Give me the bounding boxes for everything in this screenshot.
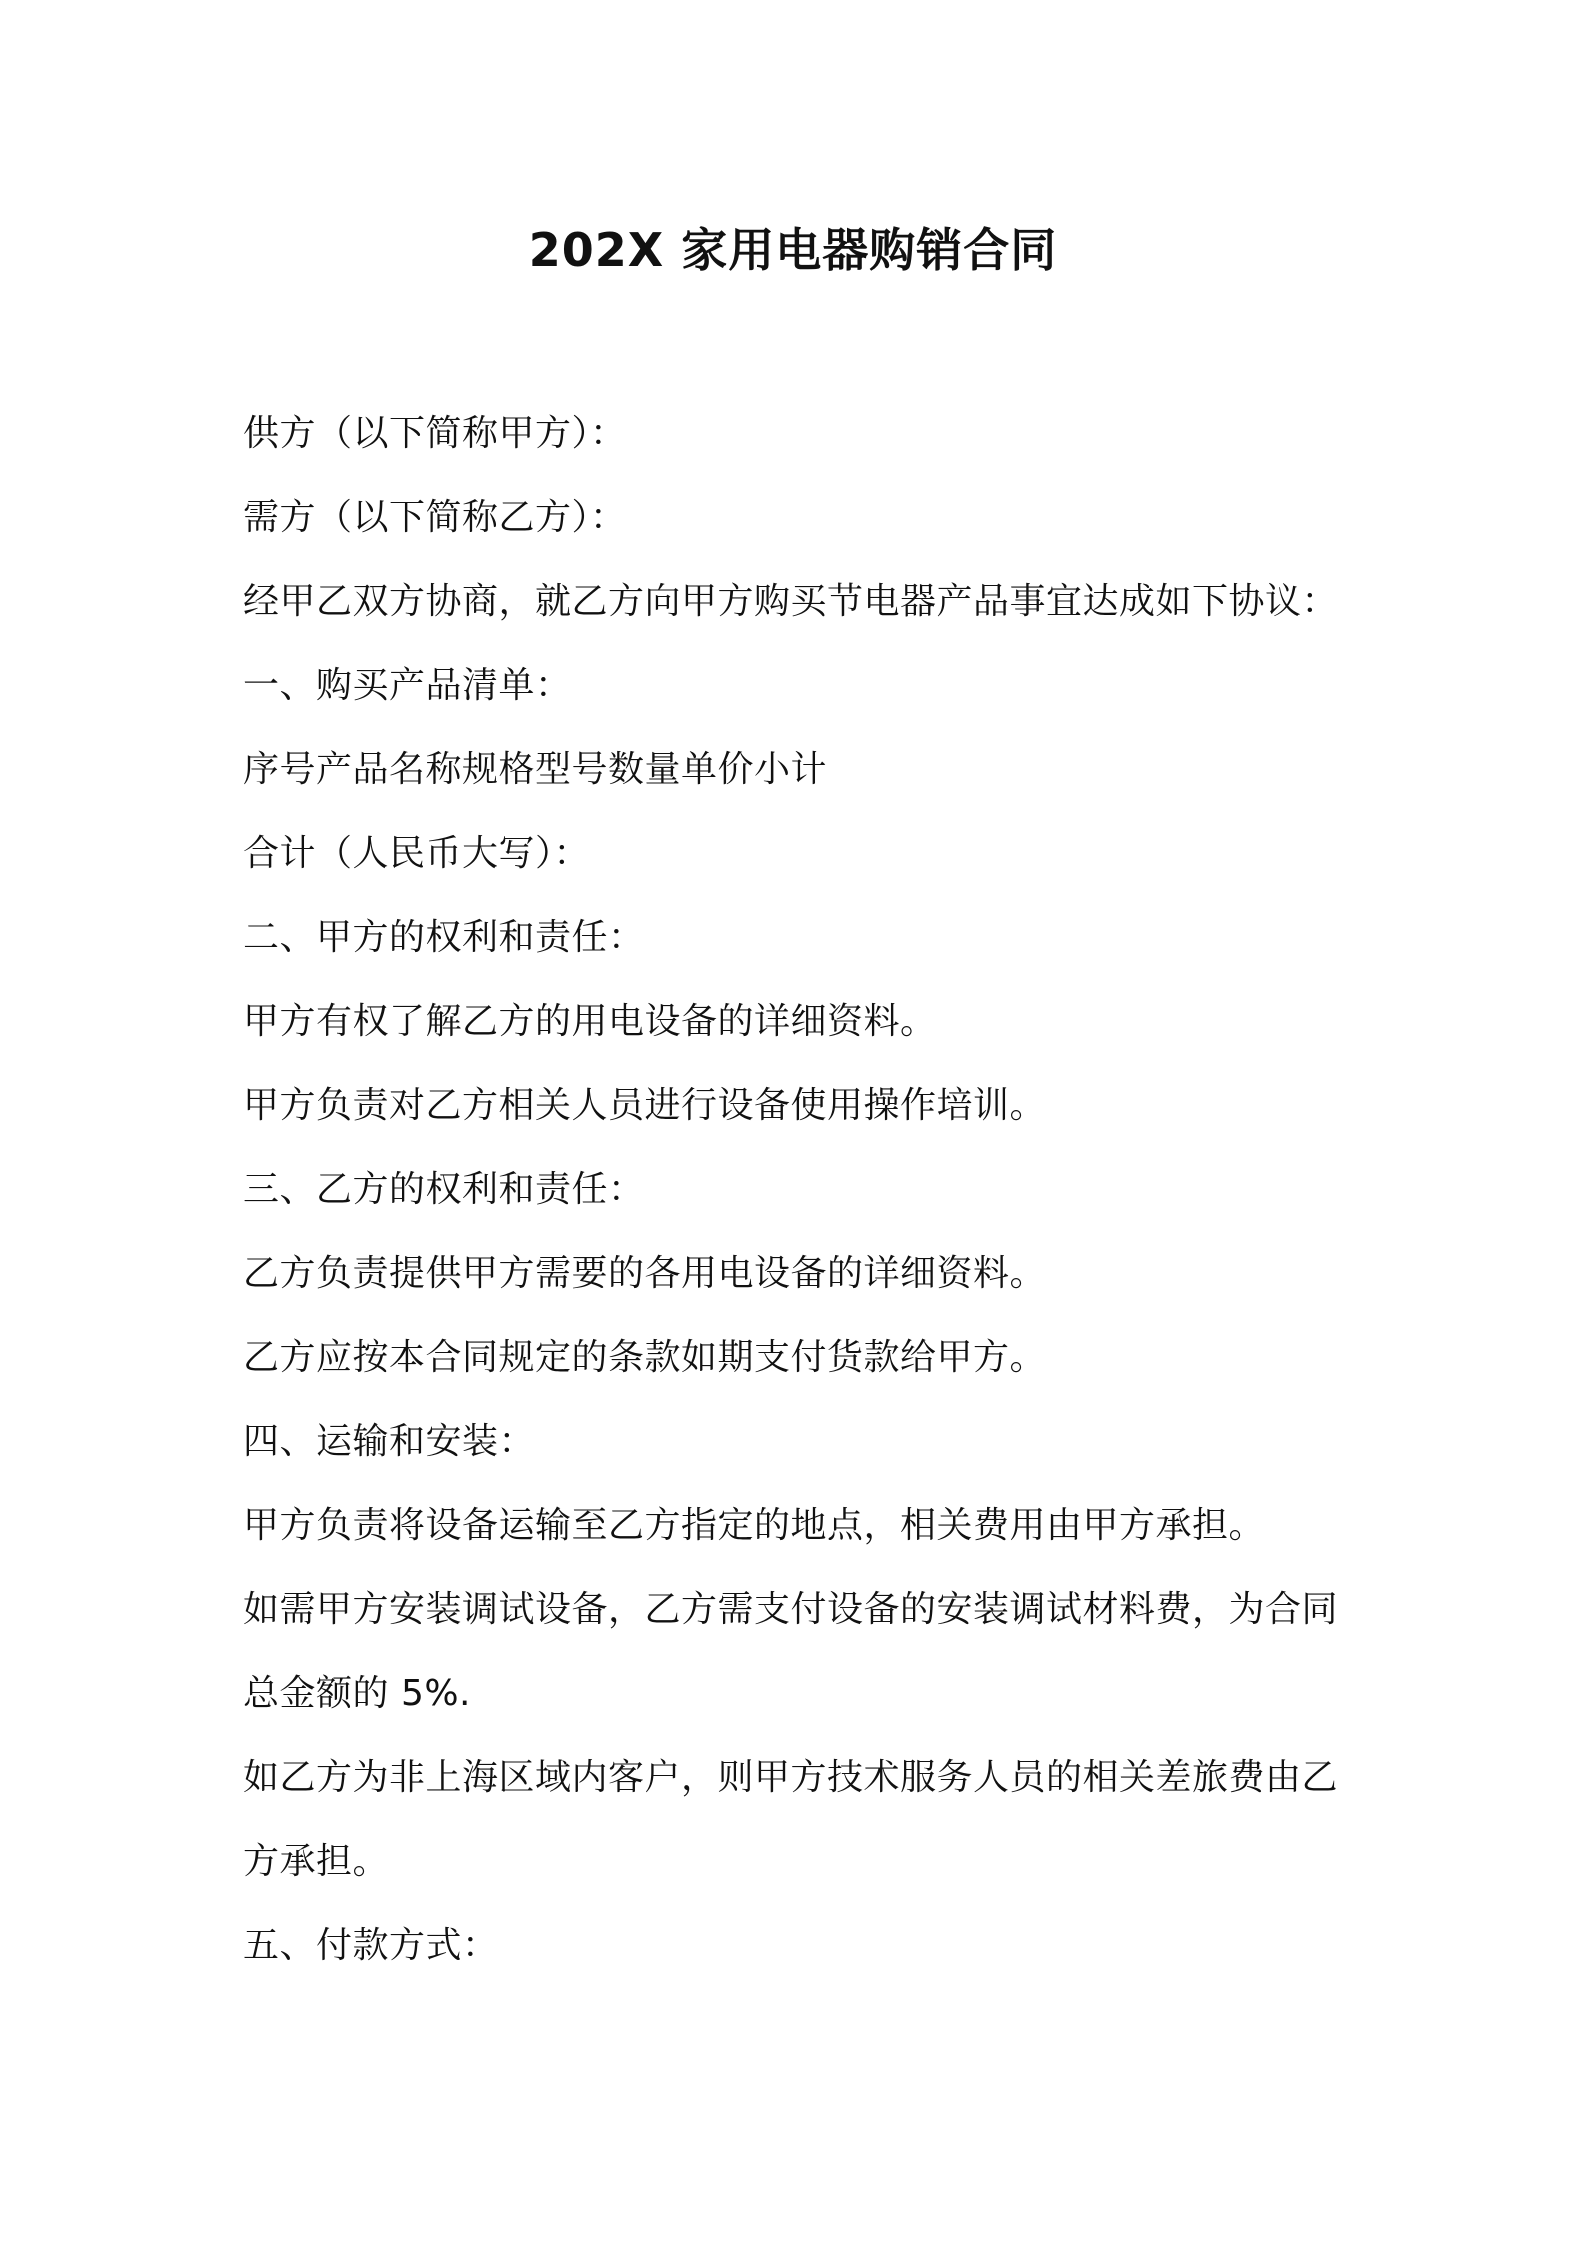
section-4-heading: 四、运输和安装： [243, 1421, 536, 1462]
section-4-item-3-line-1: 如乙方为非上海区域内客户，则甲方技术服务人员的相关差旅费由乙 [243, 1757, 1339, 1798]
section-4-item-2-line-1: 如需甲方安装调试设备，乙方需支付设备的安装调试材料费，为合同 [243, 1589, 1339, 1630]
agreement-intro: 经甲乙双方协商，就乙方向甲方购买节电器产品事宜达成如下协议： [243, 581, 1339, 622]
section-2-item-1: 甲方有权了解乙方的用电设备的详细资料。 [243, 1001, 937, 1042]
section-3-item-1: 乙方负责提供甲方需要的各用电设备的详细资料。 [243, 1253, 1047, 1294]
document-title: 202X 家用电器购销合同 [528, 223, 1058, 277]
section-5-heading: 五、付款方式： [243, 1925, 499, 1966]
section-4-item-3-line-2: 方承担。 [243, 1841, 390, 1882]
section-2-heading: 二、甲方的权利和责任： [243, 917, 645, 958]
section-3-item-2: 乙方应按本合同规定的条款如期支付货款给甲方。 [243, 1337, 1047, 1378]
section-4-item-1: 甲方负责将设备运输至乙方指定的地点，相关费用由甲方承担。 [243, 1505, 1266, 1546]
total-line: 合计（人民币大写）： [243, 833, 591, 874]
section-2-item-2: 甲方负责对乙方相关人员进行设备使用操作培训。 [243, 1085, 1047, 1126]
buyer-line: 需方（以下简称乙方）： [243, 497, 627, 538]
supplier-line: 供方（以下简称甲方）： [243, 413, 627, 454]
section-1-heading: 一、购买产品清单： [243, 665, 572, 706]
section-4-item-2-line-2: 总金额的 5%. [243, 1673, 471, 1714]
section-3-heading: 三、乙方的权利和责任： [243, 1169, 645, 1210]
product-list-columns: 序号产品名称规格型号数量单价小计 [243, 749, 828, 790]
